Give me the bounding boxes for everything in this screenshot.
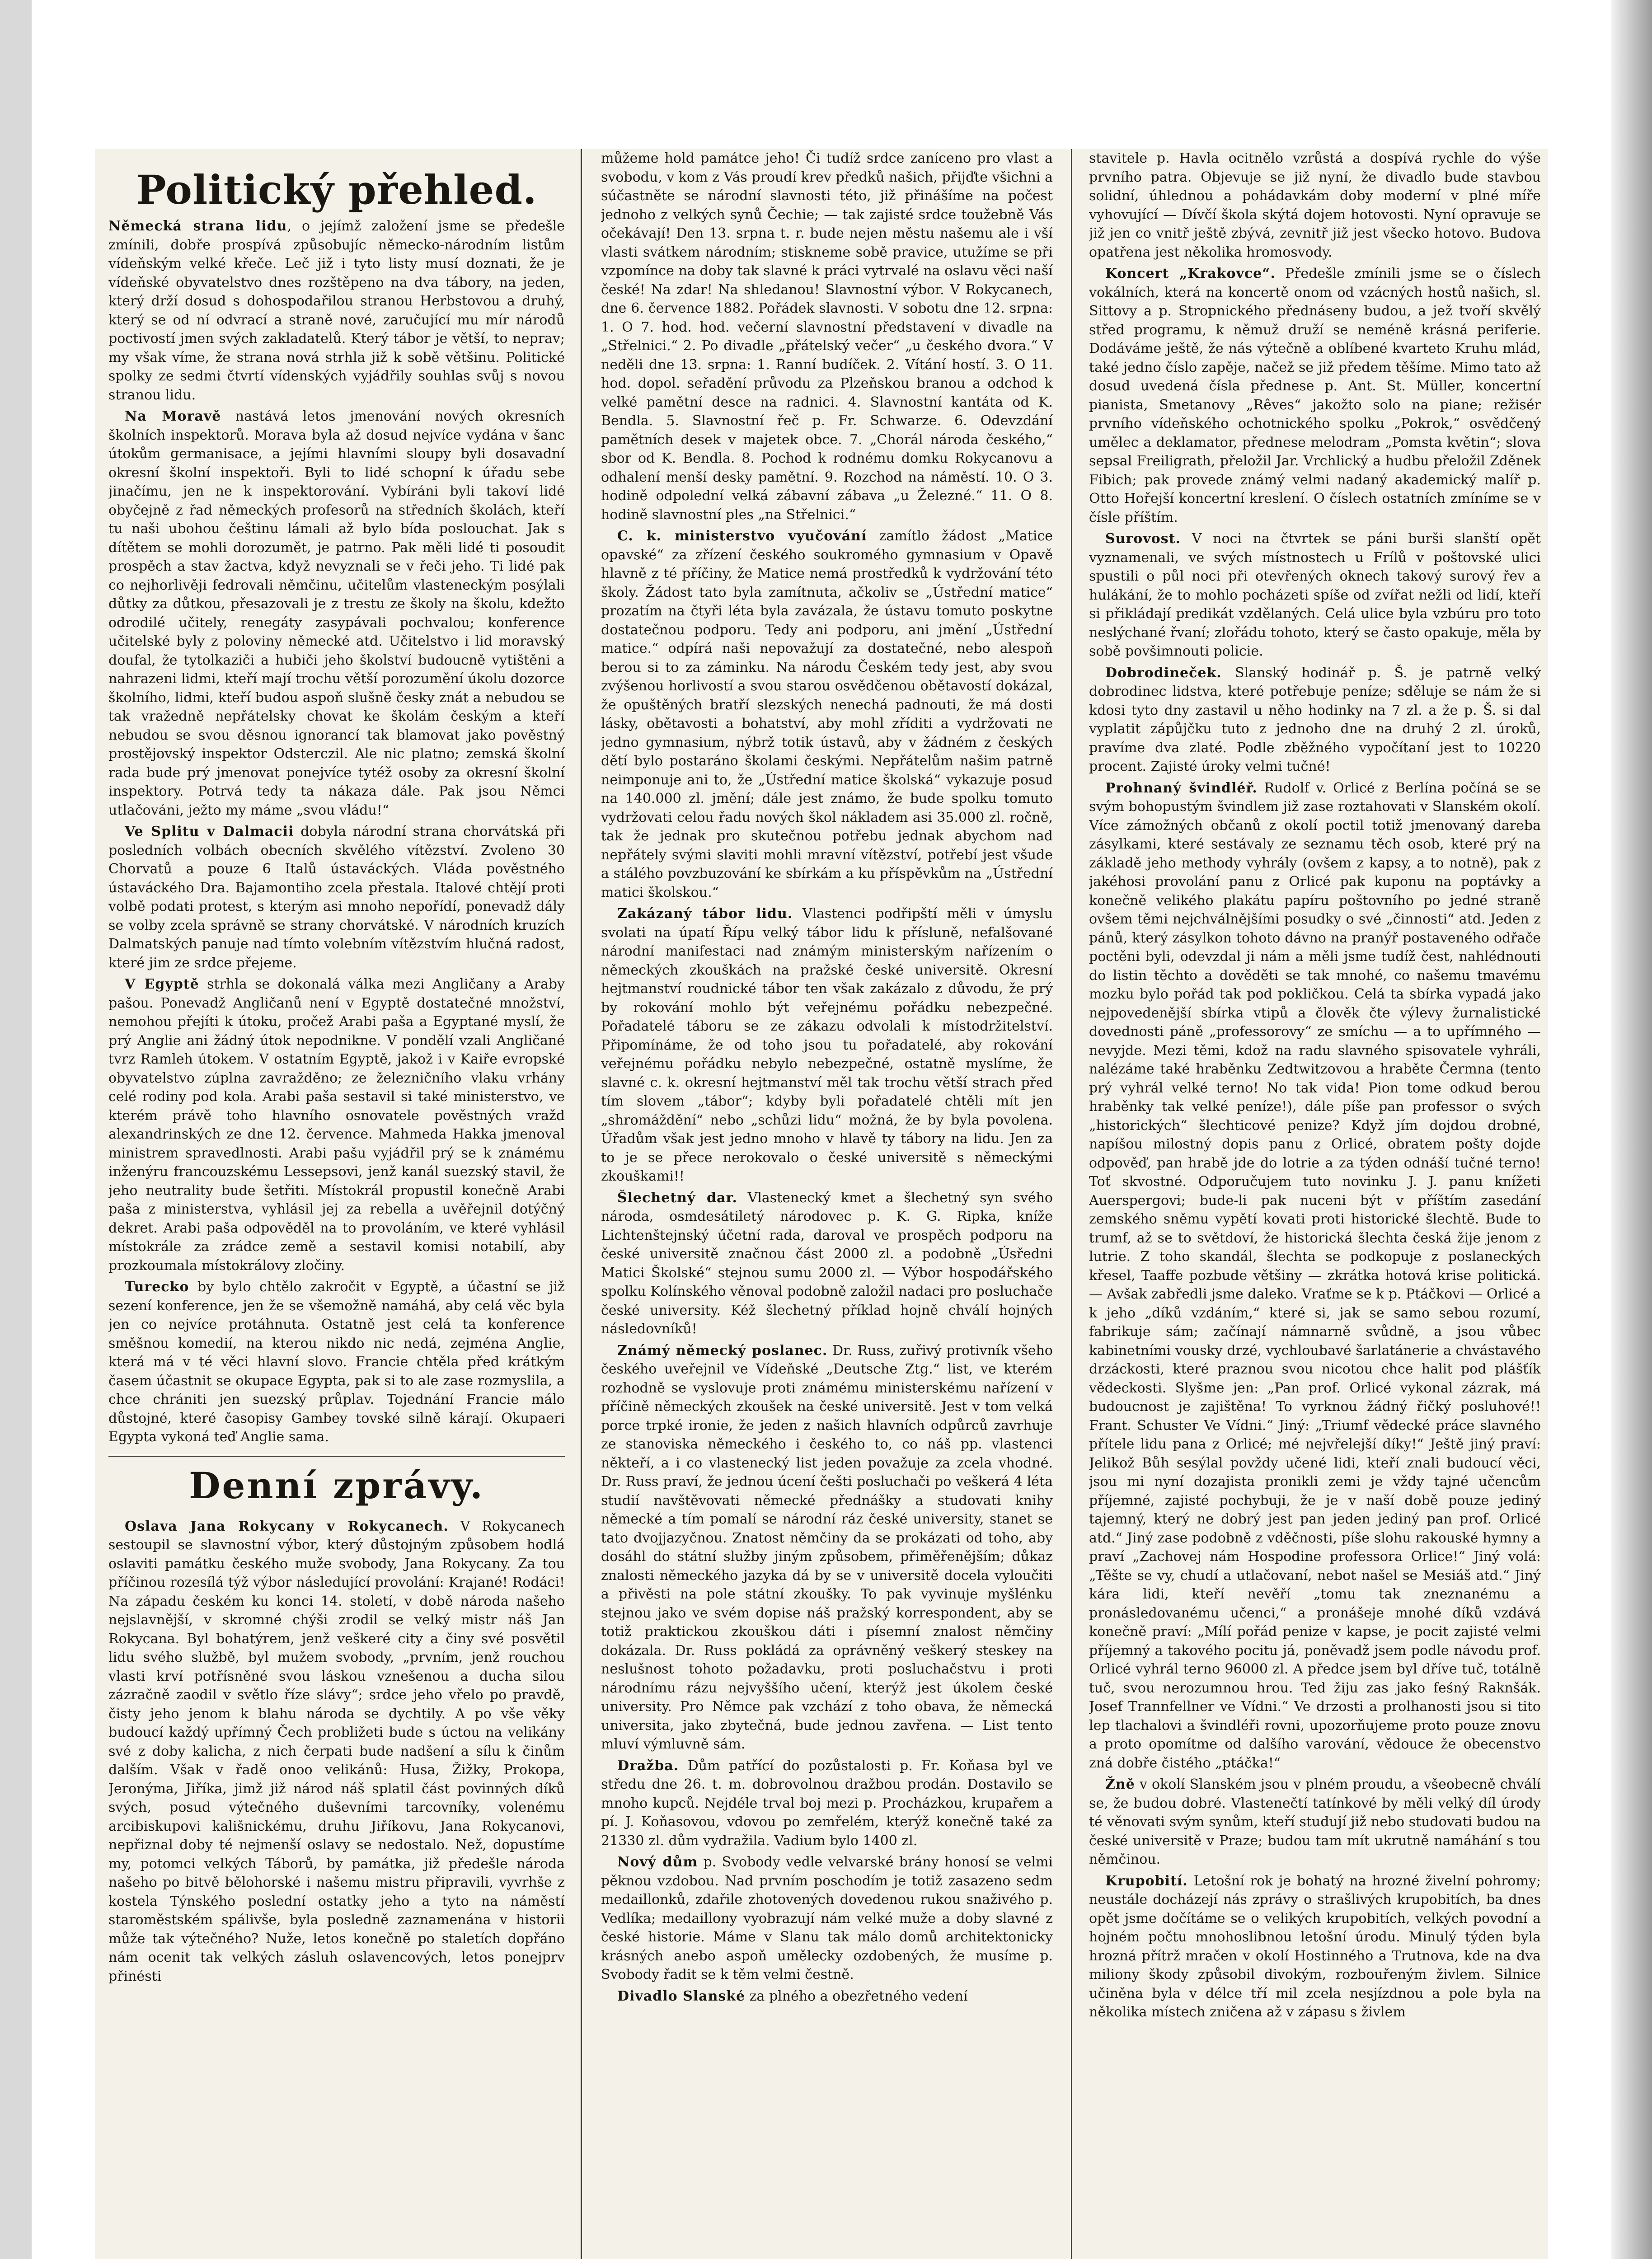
article-heading: Na Moravě xyxy=(125,408,221,424)
article-text: za plného a obezřetného vedení xyxy=(745,1988,968,2004)
article-heading: C. k. ministerstvo vyučování xyxy=(617,528,867,544)
article-heading: Šlechetný dar. xyxy=(617,1190,737,1206)
article-text: Předešle zmínili jsme se o číslech vokálních, která na koncertě onom od vzácných hostů našich, sl. Sittovy a p. Stropnického přednáseny budou, a jež tvoří skvělý střed programu, k němuž druží se neméně krásná periferie. Dodáváme ještě, že nás výtečně a oblíbené kvarteto Kruhu mlád, také jedno číslo zapěje, načež se již předem těšíme. Mimo tato až dosud uvedená čísla přednese p. Ant. St. Müller, koncertní pianista, Smetanovy „Rêves“ jakožto solo na piane; režisér prvního vídeňského ochotnického spolku „Pokrok,“ osvědčený umělec a deklamator, přednese melodram „Pomsta květin“; slova sepsal Freiligrath, přeložil Jar. Vrchlický a hudbu přeložil Zděnek Fibich; pak provede známý velmi nadaný akademický malíř p. Otto Hořejší koncertní kreslení. O číslech ostatních zmíníme se v čísle příštím. xyxy=(1089,266,1541,525)
article xyxy=(1089,264,1541,527)
article-text: stavitele p. Havla ocitnělo vzrůstá a dospívá rychle do výše prvního patra. Objevuje se již nyní, že divadlo bude stavbou solidní, úhlednou a pohádavkám doby moderní v plné míře vyhovující — Dívčí škola skýtá dojem hotovosti. Nyní opravuje se již jen co vnitř ještě zbývá, zevnitř již jest všecko hotovo. Budova opatřena jest několika hromosvody. xyxy=(1089,150,1541,260)
article xyxy=(1089,149,1541,262)
article xyxy=(601,1987,1053,2006)
article-text: V noci na čtvrtek se páni burši slanští opět vyznamenali, ve svých místnostech u Frílů v poštovské ulici spustili o půl noci při otevřených oknech takový surový řev a hulákání, že to mohlo pocházeti spíše od zvířat nežli od lidí, kteří si přikládají predikát vzdělaných. Celá ulice byla vzbúru pro toto neslýchané řvaní; zlořádu tohoto, který se často opakuje, měla by sobě povšimnouti policie. xyxy=(1089,531,1541,659)
article-heading: Turecko xyxy=(125,1279,189,1295)
scan-right-shadow xyxy=(1611,0,1652,2259)
article-heading: Německá strana lidu xyxy=(108,218,287,234)
article-text: p. Svobody vedle velvarské brány honosí se velmi pěknou vzdobou. Nad prvním poschodím je totiž zasazeno sedm medaillonků, zdařile zhotovených dovedenou rukou snaživého p. Vedlíka; medaillony vyobrazují nám velké muže a doby slavné z české historie. Máme v Slanu tak málo domů architektonicky krásných anebo aspoň umělecky ozdobených, že musíme p. Svobody řadit se k těm velmi čestně. xyxy=(601,1854,1053,1982)
section-title-politicky-prehled: Politický přehled. xyxy=(136,166,537,213)
article-text: Vlastenecký kmet a šlechetný syn svého národa, osmdesátiletý národovec p. K. G. Ripka, kníže Lichtenštejnský účetní rada, daroval ve prospěch podporu na české universitě značnou část 2000 zl. a podobně „Úsředni Matici Školské“ stejnou sumu 2000 zl. — Výbor hospodářského spolku Kolínského věnoval podobně založil nadaci pro posluchače české university. Kéž šlechetný příklad hojně chválí hojných následovníků! xyxy=(601,1190,1053,1337)
article xyxy=(108,975,565,1275)
article-text: Vlastenci podřipští měli v úmyslu svolati na úpatí Řípu velký tábor lidu k přísluně, nefalšované národní manifestaci nad známým ministerským nařízením o německých zkouškách na pražské české universitě. Okresní hejtmanství roudnické tábor ten však zakázalo z důvodu, že prý by rokování mohlo být veřejnému pořádku nebezpečné. Pořadatelé táboru se ze zákazu odvolali k místodržitelství. Připomínáme, že od toho jsou tu pořadatelé, aby rokování veřejnému pořádku nebylo nebezpečné, ostatně myslíme, že slavné c. k. okresní hejtmanství měl tak trochu větší strach před tím slovem „tábor“; kdyby byli pořadatelé chtěli mít jen „shromáždění“ nebo „schůzi lidu“ možná, že by byla povolena. Úřadům však jest jedno mnoho v hlavě ty tábory na lidu. Jen za to je se přece nerokovalo o české universitě s německými zkouškami!! xyxy=(601,906,1053,1184)
article xyxy=(108,1517,565,1986)
article xyxy=(1089,530,1541,661)
article xyxy=(601,1757,1053,1851)
article-heading: Divadlo Slanské xyxy=(617,1988,746,2004)
article-text: , o jejímž založení jsme se předešle zmínili, dobře prospívá způsobujíc německo-národním listům vídeňským velké křeče. Leč již i tyto listy musí doznati, že je vídeňské obyvatelstvo dnes rozštěpeno na dva tábory, na jeden, který drží dosud s dohospodařilou stranou Herbstovou a druhý, který se od ní odvrací a straně nové, zaručující mu mír národů poctivostí jmen svých zakladatelů. Který tábor je větší, to neprav; my však víme, že strana nová strhla již k sobě většinu. Politické spolky ze sedmi čtvrtí vídenských vyjádřily souhlas svůj s novou stranou lidu. xyxy=(108,218,565,403)
article-heading: Krupobití. xyxy=(1105,1873,1188,1889)
article xyxy=(108,407,565,820)
article-heading: Zakázaný tábor lidu. xyxy=(617,906,793,922)
article xyxy=(601,527,1053,902)
column-2 xyxy=(601,149,1053,2259)
column-rule xyxy=(1071,149,1072,2259)
article-heading: Nový dům xyxy=(617,1854,698,1870)
section-title-denni-zpravy: Denní zprávy. xyxy=(108,1455,565,1508)
article-text: v okolí Slanském jsou v plném proudu, a všeobecně chválí se, že budou dobré. Vlastenečtí tatínkové by měli velký díl úrody té věnovati svým synům, kteří studují již nebo studovati budou na české universitě v Praze; budou tam mít ukrutně namáhání s tou němčinou. xyxy=(1089,1776,1541,1867)
article-text: dobyla národní strana chorvátská při posledních volbách obecních skvělého vítězství. Zvoleno 30 Chorvatů a pouze 6 Italů ústaváckých. Vláda pověstného ústaváckého Dra. Bajamontiho zcela přestala. Italové chtějí proti volbě podati protest, s kterým asi mnoho nepořídí, ponevadž dály se volby zcela správně se strany chorvátské. V národních kruzích Dalmatských panuje nad tímto volebním vítězstvím hlučná radost, které jim ze srdce přejeme. xyxy=(108,824,565,971)
article-text: Letošní rok je bohatý na hrozné živelní pohromy; neustále docházejí nás zprávy o strašlivých krupobitích, ba dnes opět jsme dočítáme se o velikých krupobitích, velkých povodní a hojném počtu mnohoslibnou letošní úrodu. Minulý týden byla hrozná přítrž mračen v okolí Hostinného a Trutnova, kde na dva miliony škody způsobil divokým, rozbouřeným živlem. Silnice učiněna byla v délce tří mil zcela nesjízdnou a pole byla na několika místech zničena až v zápasu s živlem xyxy=(1089,1873,1541,2020)
article-text: Slanský hodinář p. Š. je patrně velký dobrodinec lidstva, které potřebuje peníze; sděluje se nám že si kdosi tyto dny zastavil u něho hodinky na 7 zl. a že p. Š. si dal vyplatit zápůjčku tuto z jednoho dne na druhý 2 zl. úroků, pravíme dva zlaté. Podle zběžného vypočítaní jest to 10220 procent. Zajisté úroky velmi tučné! xyxy=(1089,665,1541,774)
article-heading: Ve Splitu v Dalmacii xyxy=(125,824,294,839)
article xyxy=(1089,664,1541,776)
article-text: strhla se dokonalá válka mezi Angličany a Araby pašou. Ponevadž Angličanů není v Egyptě dostatečné množství, nemohou přejíti k útoku, pročež Arabi paša a Egyptané myslí, že prý Anglie ani žádný útok nepodnikne. V pondělí vzali Angličané tvrz Ramleh útokem. V ostatním Egyptě, jakož i v Kaiře evropské obyvatelstvo zúplna zavražděno; ze železničního vlaku vrhány celé rodiny pod kola. Arabi paša sestavil si také ministerstvo, ve kterém právě toho hlavního osnovatele pověstných vražd alexandrinských ze dne 12. července. Mahmeda Hakka jmenoval ministrem spravedlnosti. Arabi pašu vyjádřil prý se k známému inženýru francouzskému Lessepsovi, jenž kanál suezský stavil, že jeho neutrality bude šetřiti. Místokrál propustil konečně Arabi paša z ministerstva, vyhlásil jej za rebella a uvěřejnil dotýčný dekret. Arabi paša odpověděl na to provoláním, ve které vyhlásil místokrále za zrádce země a sestavil komisi notabilí, aby prozkoumala místokrálovy zločiny. xyxy=(108,976,565,1274)
article-text: Dr. Russ, zuřivý protivník všeho českého uveřejnil ve Vídeňské „Deutsche Ztg.“ list, ve kterém rozhodně se vyslovuje proti známému ministerskému nařízení v příčině německých zkoušek na české universitě. Jest v tom velká porce trpké ironie, že jeden z našich hlavních odpůrců zavrhuje ze stanoviska německého i českého to, co náš pp. vlastenci někteří, a i co vlastenecký list jeden považuje za zcela vhodné. Dr. Russ praví, že jednou úcení češti posluchači po veškerá 4 léta studií navštěvovati německé přednášky a studovati knihy německé a tím pomalí se národní ráz české university, stanet se tato dvojjazyčnou. Znatost němčiny da se prokázati od toho, aby dosáhl do státní služby jiným způsobem, přiměřenějším; důkaz znalosti německého jazyka dá by se v universitě docela vyloučiti a přivěsti na pole státní zkoušky. To pak vyvinuje myšlénku stejnou jako ve svém dopise náš pražský korrespondent, aby se totiž praktickou zkouškou dáti i písemní znalost němčiny dokázala. Dr. Russ pokládá za oprávněný veškerý steskey na neslušnost tohoto požadavku, proti posluchačstvu i proti národnímu rázu nejvyššího učení, kterýž jest úkolem české university. Pro Němce pak vzchází z toho obava, že německá universita, jako zbytečná, bude jednou zavřena. — List tento mluví výmluvně sám. xyxy=(601,1342,1053,1752)
article xyxy=(1089,1872,1541,2022)
column-3 xyxy=(1089,149,1541,2259)
article xyxy=(601,1341,1053,1754)
article xyxy=(601,1853,1053,1984)
article-heading: Oslava Jana Rokycany v Rokycanech. xyxy=(125,1518,449,1534)
article xyxy=(1089,779,1541,1773)
article-heading: V Egyptě xyxy=(125,976,199,992)
column-1 xyxy=(108,149,565,2259)
article-heading: Známý německý poslanec. xyxy=(617,1342,828,1359)
article-heading: Žně xyxy=(1105,1776,1135,1792)
newspaper-page xyxy=(95,149,1548,2259)
article-text: Dům patřící do pozůstalosti p. Fr. Koňasa byl ve středu dne 26. t. m. dobrovolnou dražbou prodán. Dostavilo se mnoho kupců. Nejdéle trval boj mezi p. Procházkou, krupařem a pí. J. Koňasovou, vdovou po zemřelém, kterýž konečně také za 21330 zl. dům vydražila. Vadium bylo 1400 zl. xyxy=(601,1758,1053,1849)
article-text: zamítlo žádost „Matice opavské“ za zřízení českého soukromého gymnasium v Opavě hlavně z té příčiny, že Matice nemá prostředků k vydržování této školy. Žádost tato byla zamítnuta, ačkoliv se „Ústřední matice“ prozatím na čtyři léta byla zavázala, že ústavu tomuto poskytne dostatečnou podporu. Tedy ani podporu, ani jmění „Ústřední matice.“ odpírá naši nepovažují za dostatečné, nebo alespoň berou si to za záminku. Na národu Českém tedy jest, aby svou zvýšenou horlivostí a svou starou osvědčenou obětavostí dokázal, že opuštěných bratří slezských nenechá padnouti, že má dosti lásky, obětavosti a bohatství, aby mohl zříditi a vydržovati ne jedno gymnasium, nýbrž totik ústavů, aby v žádném z českých dětí bylo postaráno školami českými. Nepřátelům našim patrně neimponuje ani to, že „Ústřední matice školská“ vykazuje posud na 140.000 zl. jmění; dále jest známo, že bude spolku tomuto vydržovati celou řadu nových škol nákladem asi 35.000 zl. ročně, tak že jednak pro skutečnou potřebu jednak abychom nad nepřátely svými slaviti mohli mravní vítězství, potřebí jest všude a stálého povzbuzování ke sbírkám a ku příspěvkům na „Ústřední matici školskou.“ xyxy=(601,528,1053,900)
article-heading: Surovost. xyxy=(1105,531,1181,547)
scan-left-margin xyxy=(0,0,32,2259)
article-text: V Rokycanech sestoupil se slavnostní výbor, který důstojným způsobem hodlá oslaviti památku českého muže svobody, Jana Rokycany. Za tou příčinou rozesílá týž výbor následující provolání: Krajané! Rodáci! Na západu českém ku konci 14. století, v době národa našeho nejslavnější, v skromné chýši zrodil se velký mistr náš Jan Rokycana. Byl bohatýrem, jenž veškeré city a činy své posvětil lidu svého službě, byl mužem svobody, „prvním, jenž rouchou vlasti krví potřísněné svou láskou vznešenou a ducha silou zázračně zaodil v světlo říze slávy“; srdce jeho vřelo po pravdě, čisty jeho jenom k blahu národa se dychtily. A po vše věky budoucí každý upřímný Čech probližeti bude s úctou na velikány své z doby kalicha, z nich čerpati bude nadšení a sílu k činům dalším. Však v řadě onoo velikánů: Husa, Žižky, Prokopa, Jeronýma, Jiříka, jimž již národ náš splatil část povinných díků svých, posud výtečného duševními tarcovníky, volenému arcibiskupovi kališnickému, druhu Jiříkovu, Jana Rokycanovi, nepřiznal doby té nejmenší oslavy se nedostalo. Než, dopustíme my, potomci velkých Táborů, by památka, již předešle národa našeho po bitvě bělohorské i našemu mistru připravili, vyvrhše z kostela Týnského poslední ostatky jeho a tyto na náměstí staroměstském spálivše, byla posledně zaznamenána v historii může tak výtečného? Nuže, letos konečně po staletích dopřáno nám ocenit tak velkých zásluh oslavencových, letos ponejprv přinésti xyxy=(108,1518,565,1984)
article xyxy=(108,1278,565,1447)
column-rule xyxy=(581,149,582,2259)
article xyxy=(601,149,1053,524)
article xyxy=(601,1189,1053,1339)
article-text: Rudolf v. Orlicé z Berlína počíná se se svým bohopustým švindlem již zase roztahovati v Slanském okolí. Více zámožných občanů z okolí poctil totiž jmenovaný dareba zásylkami, které sestávaly ze seznamu těch osob, které prý na základě jeho methody vyhrály (ovšem z kapsy, a to notně), pak z jakéhosi provolání panu z Orlicé pak kuponu na poptávky a konečně velikého plakátu papíru poštovního po jedné straně ovšem těmi nejchválnějšími posudky o své „činnosti“ atd. Jeden z pánů, který zásylkon tohoto dávno na pranýř postaveného odřače poctěni byli, odevzdal ji nám a měli jsme tudíž čest, nahlédnouti do listin těchto a dověděti se tak mnohé, co našemu tmavému mozku bylo pořád tak pod pokličkou. Celá ta sbírka vypadá jako nejpovedenější sbírka vtipů a člověk čte výlevy žurnalistické dovednosti páně „professorovy“ ze smíchu — a to upřímného — nevyjde. Mezi těmi, kdož na radu slavného spisovatele vyhráli, nalézáme také hraběnku Zedtwitzovou a hraběte Čermna (tento prý vyhrál velké terno! No tak vida! Pion tome odkud berou hraběnky tak velké peníze!), dále píše pan professor o svých „historických“ šlechticové penize? Když jím dojdou drobné, napíšou milostný dopis panu z Orlicé, obratem pošty dojde odpověď, pan hrabě jde do lotrie a za týden odnáší tučné terno! Toť skvostné. Odporučujem tuto novinku J. J. panu knížeti Auerspergovi; bude-li pak nuceni být v příštím zasedání zemského sněmu vypětí kovati proti historické šlechtě. Bude to trumf, až se to světdoví, že historická šlechta česká žije jenom z lutrie. Z toho skandál, šlechta se podkopuje z poslaneckých křesel, Taaffe pozbude většiny — zkrátka hotová krise politická. — Avšak zabředli jsme daleko. Vraťme se k p. Ptáčkovi — Orlicé a k jeho „díků vzdáním,“ které si, jak se samo sebou rozumí, fabrikuje sám; začínají námnarně svůdně, a jsou vůbec kabinetními vousky drzé, vychloubavé šarlatánerie a chvástavého drzáckosti, které praznou svou nicotou chce halit pod plášťík vědeckosti. Slyšme jen: „Pan prof. Orlicé vykonal zázrak, má budoucnost je zajištěna! To vyrknou žádný řičký posluhové!! Frant. Schuster Ve Vídni.“ Jiný: „Triumf vědecké práce slavného přítele lidu pana z Orlicé; mé nejvřelejší díky!“ Ještě jiný praví: Jelikož Bůh sesýlal povždy učené lidi, kteří znali budoucí věci, jsou mi nyní dozajista pronikli zemi je vždy tajné učencům příjemné, zajisté pochybuji, že je v naší době pouze jediný tajemný, který ne dobrý jest pan jeden jediný pan prof. Orlicé atd.“ Jiný zase podobně z vděčnosti, píše slohu rakouské hymny a praví „Zachovej nám Hospodine professora Orlice!“ Jiný volá: „Těšte se vy, chudí a utlačovaní, nebot našel se Mesiáš atd.“ Jiný kára lidi, kteří nevěří „tomu tak zneznanému a pronásledovanému učenci,“ a pronášeje mnohé díků vzdává konečně praví: „Mílí pořád penize v kapse, je pocit zajisté velmi příjemný a takového pocitu já, poněvadž jsem podle návodu prof. Orlicé vyhrál terno 96000 zl. A předce jsem byl dříve tuč, totálně tuč, svou nerozumnou hrou. Ted žiju zas jako feśný Raknšák. Josef Trannfellner ve Vídni.“ Ve drzosti a prolhanosti jsou si tito lep tlachalovi a švindléři rovni, upozorňujeme proto pouze znovu a proto opomítme od dalšího varování, vědouce že obecenstvo zná dobře čistého „ptáčka!“ xyxy=(1089,780,1541,1771)
article-text: můžeme hold památce jeho! Či tudíž srdce zaníceno pro vlast a svobodu, v kom z Vás proudí krev předků našich, přijďte všichni a súčastněte se národní slavnosti této, již přinášíme na počest jednoho z velkých synů Čechie; — tak zajisté srdce toužebně Vás očekávají! Den 13. srpna t. r. bude nejen městu našemu ale i vší vlasti svátkem národním; stiskneme sobě pravice, utužíme se při vzpomínce na doby tak slavné k práci vytrvalé na oslavu věci naší české! Na zdar! Na shledanou! Slavnostní výbor. V Rokycanech, dne 6. července 1882. Pořádek slavnosti. V sobotu dne 12. srpna: 1. O 7. hod. hod. večerní slavnostní představení v divadle na „Střelnici.“ 2. Po divadle „přátelský večer“ „u českého dvora.“ V neděli dne 13. srpna: 1. Ranní budíček. 2. Vítání hostí. 3. O 11. hod. dopol. seřadění průvodu za Plzeňskou branou a odchod k velké pamětní desce na radnici. 4. Slavnostní kantáta od K. Bendla. 5. Slavnostní řeč p. Fr. Schwarze. 6. Odevzdání pamětních desek v majetek obce. 7. „Chorál národa českého,“ sbor od K. Bendla. 8. Pochod k rodnému domku Rokycanovu a odhalení menší desky pamětní. 9. Rozchod na náměstí. 10. O 3. hodině odpolední velká zábavní zábava „u Železné.“ 11. O 8. hodině slavnostní ples „na Střelnici.“ xyxy=(601,150,1053,523)
article-heading: Dražba. xyxy=(617,1758,679,1774)
article-text: by bylo chtělo zakročit v Egyptě, a účastní se již sezení konference, jen že se všemožně namáhá, aby celá věc byla jen co nejvíce protáhnuta. Ostatně jest celá ta konference směšnou komedií, na kterou nikdo nic nedá, zejména Anglie, která má v té věci hlavní slovo. Francie chtěla před krátkým časem účastnit se okupace Egypta, pak si to ale zase rozmyslila, a chce chrániti jen suezský průplav. Tojednání Francie málo důstojné, které časopisy Gambey tovské silně kárají. Okupaeri Egypta vykoná teď Anglie sama. xyxy=(108,1279,565,1445)
article-heading: Dobrodineček. xyxy=(1105,665,1222,681)
article xyxy=(108,217,565,404)
article-heading: Koncert „Krakovce“. xyxy=(1105,266,1276,281)
article-heading: Prohnaný švindléř. xyxy=(1105,780,1258,796)
article-text: nastává letos jmenování nových okresních školních inspektorů. Morava byla až dosud nejvíce vydána v šanc útokům germanisace, a jejími hlavními sloupy byli dosavadní okresní školní inspektoři. Byli to lidé schopní k úřadu sebe jinačímu, jen ne k inspektorování. Vybíráni byli takoví lidé obyčejně z řad německých profesorů na středních školách, kteří tu naši ubohou češtinu lámali až bylo bída poslouchat. Jak s dítětem se mohli dorozumět, je patrno. Pak měli lidé ti posoudit prospěch a stav žactva, když nevyznali se v řeči jeho. Ti lidé pak co nejhorlivěji fedrovali němčinu, učitelům vlasteneckým posýlali důtky za důtkou, přesazovali je z trestu ze školy na školu, kdežto odrodilé učitely, renegáty zasypávali pochvalou; konference učitelské byly z poloviny německé atd. Učitelstvo i lid moravský doufal, že tytolkaziči a hubiči jeho školství budoucně vytištěni a nahrazeni lidmi, kteří mají trochu větší porozumění úkolu dozorce školního, lidmi, kteří budou aspoň slušně česky znát a nebudou se tak vražedně nepřátelsky chovat ke školám českým a kteří nebudou se svou děsnou ignorancí tak blamovat jako pověstný prostějovský inspektor Odsterczil. Ale nic platno; zemská školní rada bude prý jmenovat ponejvíce tytéž osoby za okresní školní inspektory. Potrvá tedy ta nákaza dále. Pak jsou Němci utlačováni, ježto my máme „svou vládu!“ xyxy=(108,408,565,818)
article xyxy=(1089,1775,1541,1869)
article xyxy=(108,822,565,972)
article xyxy=(601,905,1053,1186)
